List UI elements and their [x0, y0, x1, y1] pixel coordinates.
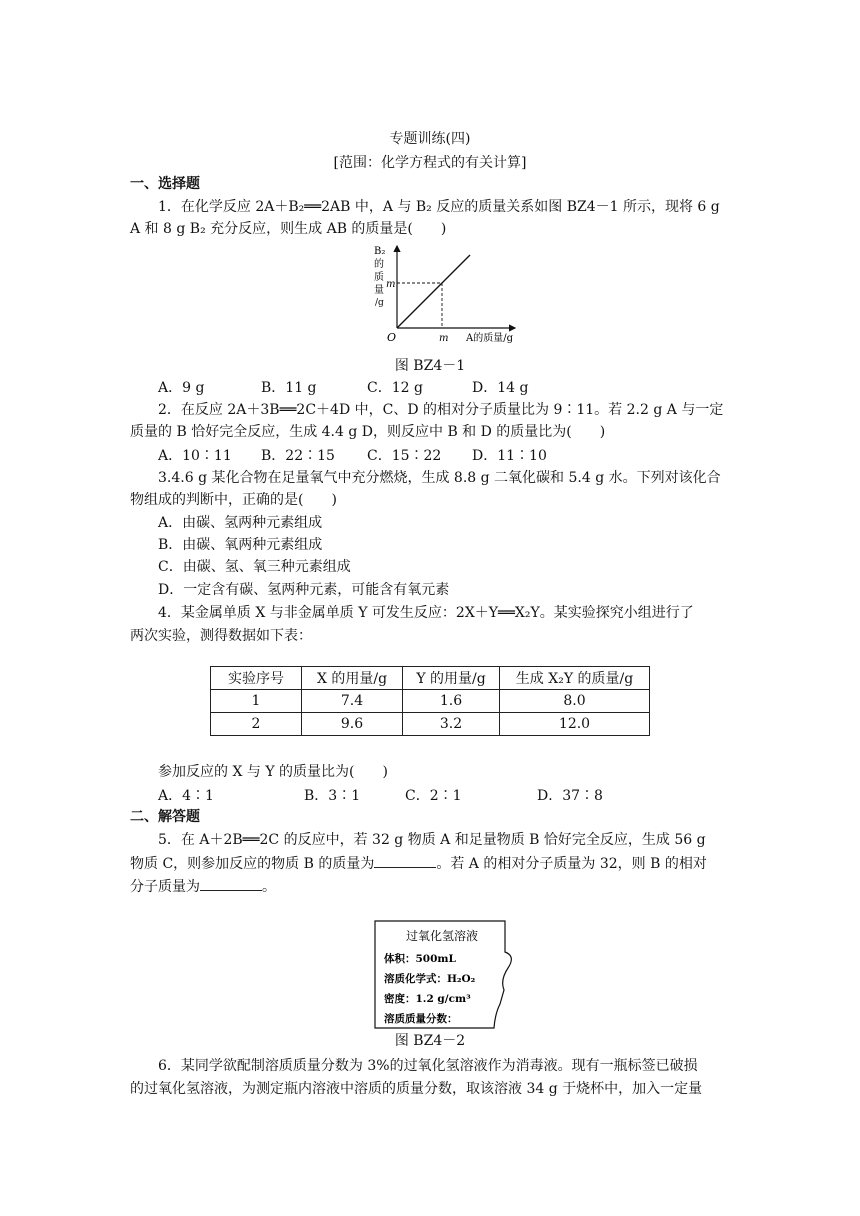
- answer-blank-molar-b[interactable]: [200, 876, 262, 891]
- q5-line3: [130, 876, 276, 897]
- q3-line1: 3.4.6 g 某化合物在足量氧气中充分燃烧，生成 8.8 g 二氧化碳和 5.4 g 水。下列对该化合: [158, 470, 721, 486]
- table-cell: 1: [211, 690, 302, 713]
- q5-line2-text-a: 物质 C，则参加反应的物质 B 的质量为: [130, 856, 375, 872]
- table-row: [211, 690, 650, 713]
- section-heading-choice: 一、选择题: [130, 176, 200, 192]
- q4-option-d: D．37∶8: [537, 788, 603, 804]
- q1-line2: A 和 8 g B₂ 充分反应，则生成 AB 的质量是( ): [130, 221, 447, 237]
- y-label-4: 量: [374, 285, 384, 296]
- y-label-1: B₂: [374, 246, 386, 257]
- table-cell: 7.4: [302, 690, 403, 713]
- q1-option-d: D．14 g: [472, 380, 529, 396]
- experiment-data-table: [210, 666, 650, 736]
- q2-option-a: A．10∶11: [158, 448, 232, 464]
- m-label-x: m: [439, 333, 449, 344]
- q4-line1: 4．某金属单质 X 与非金属单质 Y 可发生反应：2X＋Y══X₂Y。某实验探究小组进行了: [158, 605, 694, 621]
- table-cell: 8.0: [500, 690, 650, 713]
- q2-line1: 2．在反应 2A＋3B══2C＋4D 中，C、D 的相对分子质量比为 9∶11。若 2.2 g A 与一定: [158, 402, 724, 418]
- y-label-5: /g: [375, 298, 384, 308]
- q4-line2: 两次实验，测得数据如下表：: [130, 628, 312, 644]
- figure-caption-bz4-2: 图 BZ4－2: [394, 1033, 466, 1049]
- q1-option-c: C．12 g: [367, 380, 423, 396]
- q2-option-d: D．11∶10: [472, 448, 547, 464]
- mass-line: [397, 255, 470, 328]
- q5-line2: [130, 853, 707, 874]
- q3-option-a: A．由碳、氢两种元素组成: [158, 515, 323, 531]
- section-heading-answer: 二、解答题: [130, 809, 200, 825]
- figure-caption-bz4-1: 图 BZ4－1: [394, 358, 466, 374]
- table-cell: 12.0: [500, 713, 650, 736]
- figure-bz4-2-label: [370, 918, 520, 1030]
- page-title: 专题训练(四): [389, 131, 471, 147]
- table-header-cell: 实验序号: [211, 667, 302, 690]
- table-header-row: [211, 667, 650, 690]
- y-label-2: 的: [374, 259, 384, 270]
- q6-line1: 6．某同学欲配制溶质质量分数为 3%的过氧化氢溶液作为消毒液。现有一瓶标签已破损: [158, 1058, 698, 1074]
- label-formula: 溶质化学式：H₂O₂: [384, 973, 476, 985]
- origin-label: O: [387, 331, 397, 344]
- label-density: 密度：1.2 g/cm³: [384, 993, 471, 1005]
- label-title: 过氧化氢溶液: [405, 929, 479, 943]
- table-header-cell: 生成 X₂Y 的质量/g: [500, 667, 650, 690]
- m-label-y: m: [386, 279, 396, 290]
- q4-option-c: C．2∶1: [405, 788, 462, 804]
- q5-line3-text-a: 分子质量为: [130, 879, 200, 895]
- table-cell: 1.6: [403, 690, 500, 713]
- q3-option-c: C．由碳、氢、氧三种元素组成: [158, 559, 351, 575]
- table-row: [211, 713, 650, 736]
- table-header-cell: X 的用量/g: [302, 667, 403, 690]
- q2-option-b: B．22∶15: [261, 448, 335, 464]
- q1-option-a: A．9 g: [158, 380, 205, 396]
- q1-option-b: B．11 g: [261, 380, 317, 396]
- q3-option-b: B．由碳、氧两种元素组成: [158, 537, 323, 553]
- q5-line3-text-b: 。: [262, 879, 276, 895]
- answer-blank-mass-b[interactable]: [374, 853, 436, 868]
- table-cell: 2: [211, 713, 302, 736]
- q1-line1: 1．在化学反应 2A＋B₂══2AB 中，A 与 B₂ 反应的质量关系如图 BZ4－1 所示，现将 6 g: [158, 199, 720, 215]
- label-mass-fraction: 溶质质量分数：: [384, 1013, 458, 1025]
- figure-bz4-1: [360, 240, 530, 348]
- q5-line2-text-b: 。若 A 的相对分子质量为 32，则 B 的相对: [436, 856, 707, 872]
- q3-line2: 物组成的判断中，正确的是( ): [130, 492, 337, 508]
- q4-option-b: B．3∶1: [304, 788, 361, 804]
- q3-option-d: D．一定含有碳、氢两种元素，可能含有氧元素: [158, 582, 450, 598]
- q6-line2: 的过氧化氢溶液，为测定瓶内溶液中溶质的质量分数，取该溶液 34 g 于烧杯中，加入一定量: [130, 1081, 703, 1097]
- q4-question: 参加反应的 X 与 Y 的质量比为( ): [158, 764, 388, 780]
- table-header-cell: Y 的用量/g: [403, 667, 500, 690]
- x-axis-label: A的质量/g: [466, 333, 513, 344]
- table-cell: 3.2: [403, 713, 500, 736]
- table-cell: 9.6: [302, 713, 403, 736]
- page-subtitle-scope: [范围：化学方程式的有关计算]: [333, 155, 527, 171]
- q4-option-a: A．4∶1: [158, 788, 214, 804]
- y-label-3: 质: [374, 272, 384, 283]
- label-volume: 体积：500mL: [384, 953, 456, 965]
- q2-line2: 质量的 B 恰好完全反应，生成 4.4 g D，则反应中 B 和 D 的质量比为( ): [130, 424, 606, 440]
- q2-option-c: C．15∶22: [367, 448, 442, 464]
- q5-line1: 5．在 A＋2B══2C 的反应中，若 32 g 物质 A 和足量物质 B 恰好完全反应，生成 56 g: [158, 832, 706, 848]
